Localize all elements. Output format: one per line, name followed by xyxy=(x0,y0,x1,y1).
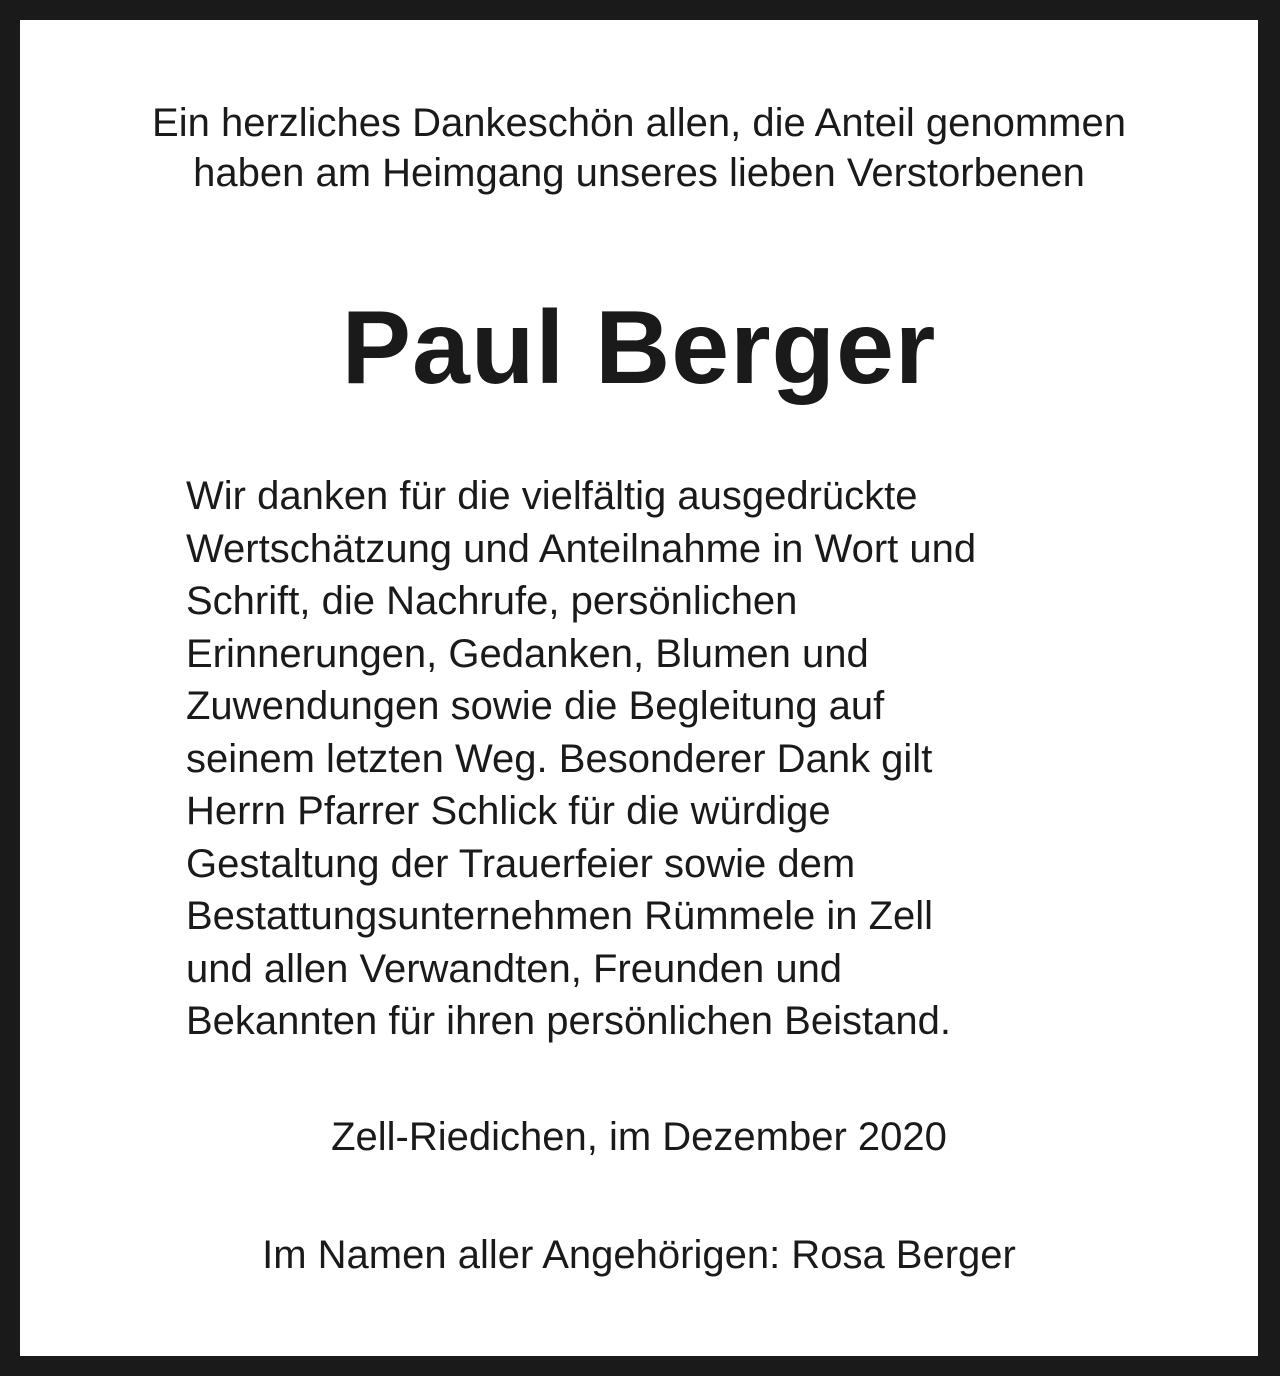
gratitude-line: Gestaltung der Trauerfeier sowie dem xyxy=(186,841,856,886)
gratitude-line: und allen Verwandten, Freunden und xyxy=(186,946,843,991)
gratitude-line: Erinnerungen, Gedanken, Blumen und xyxy=(186,631,869,676)
gratitude-text xyxy=(186,470,1146,1048)
signature-line: Im Namen aller Angehörigen: Rosa Berger xyxy=(262,1233,1016,1277)
place-and-date: Zell-Riedichen, im Dezember 2020 xyxy=(331,1115,947,1159)
gratitude-line: seinem letzten Weg. Besonderer Dank gilt xyxy=(186,736,933,781)
intro-line: haben am Heimgang unseres lieben Verstorbenen xyxy=(193,151,1085,195)
gratitude-line: Wir danken für die vielfältig ausgedrückte xyxy=(186,474,918,518)
deceased-name: Paul Berger xyxy=(341,290,937,406)
gratitude-line: Bekannten für ihren persönlichen Beistand. xyxy=(186,999,951,1043)
gratitude-line: Schrift, die Nachrufe, persönlichen xyxy=(186,579,798,623)
gratitude-line: Zuwendungen sowie die Begleitung auf xyxy=(186,684,885,728)
gratitude-line: Herrn Pfarrer Schlick für die würdige xyxy=(186,789,831,833)
intro-line: Ein herzliches Dankeschön allen, die Anteil genommen xyxy=(152,101,1126,145)
thank-you-notice xyxy=(20,20,1258,1356)
gratitude-line: Wertschätzung und Anteilnahme in Wort und xyxy=(186,526,977,571)
intro-text xyxy=(20,98,1258,198)
gratitude-line: Bestattungsunternehmen Rümmele in Zell xyxy=(186,894,934,938)
